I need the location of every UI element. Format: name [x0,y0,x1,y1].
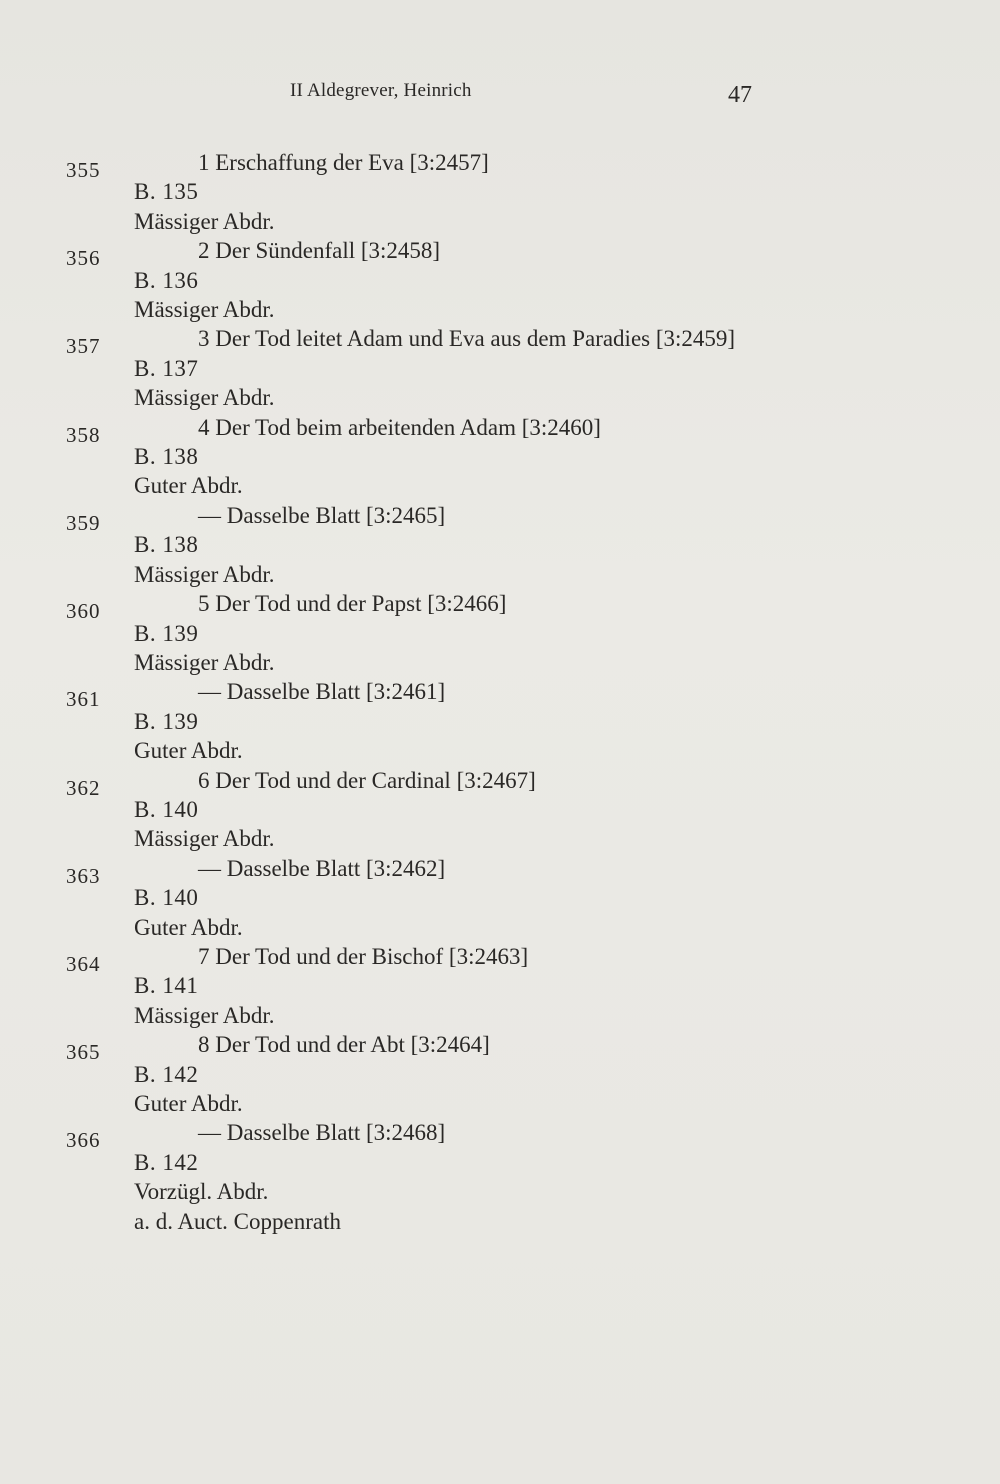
entry-title: — Dasselbe Blatt [3:2465] [198,502,446,528]
entry-bartsch-ref: B. 139 [134,620,199,646]
entry-title: 4 Der Tod beim arbeitenden Adam [3:2460] [198,414,601,440]
entry-bartsch-ref: B. 139 [134,708,199,734]
entry-bartsch-ref: B. 140 [134,796,199,822]
entry-bartsch-ref: B. 137 [134,355,199,381]
entry-title: — Dasselbe Blatt [3:2468] [198,1120,446,1146]
entry-bartsch-ref: B. 136 [134,267,199,293]
entry-title: 1 Erschaffung der Eva [3:2457] [198,150,489,175]
entry-number: 361 [66,687,101,712]
entry-bartsch-ref: B. 142 [134,1149,199,1175]
catalog-entry [0,236,1000,324]
entry-quality: Guter Abdr. [134,473,243,499]
entry-number: 362 [66,775,101,800]
entry-title: 6 Der Tod und der Cardinal [3:2467] [198,767,536,793]
entry-title: 2 Der Sündenfall [3:2458] [198,238,441,264]
page-number: 47 [728,82,752,108]
entry-number: 363 [66,863,101,888]
entry-number: 360 [66,599,101,624]
catalog-entry [0,413,1000,501]
catalog-entry [0,324,1000,412]
catalog-entry [0,589,1000,677]
entry-bartsch-ref: B. 140 [134,885,199,911]
entry-number: 366 [66,1128,101,1153]
entry-quality: Mässiger Abdr. [134,649,275,675]
entry-number: 359 [66,510,101,535]
entry-number: 356 [66,246,101,271]
entry-quality: Guter Abdr. [134,914,243,940]
entry-quality: Guter Abdr. [134,738,243,764]
catalog-entry [0,942,1000,1030]
entry-title: — Dasselbe Blatt [3:2462] [198,855,446,881]
entry-quality: Mässiger Abdr. [134,208,275,234]
entry-bartsch-ref: B. 141 [134,973,199,999]
entry-quality: Mässiger Abdr. [134,1002,275,1028]
entry-bartsch-ref: B. 142 [134,1061,199,1087]
catalog-entry [0,1118,1000,1236]
entry-quality: Mässiger Abdr. [134,826,275,852]
entry-title: 7 Der Tod und der Bischof [3:2463] [198,943,529,969]
entry-bartsch-ref: B. 138 [134,444,199,470]
running-header-title: II Aldegrever, Heinrich [290,80,472,101]
entry-bartsch-ref: B. 135 [134,179,199,205]
entry-bartsch-ref: B. 138 [134,532,199,558]
catalog-entry [0,677,1000,765]
catalog-entry [0,766,1000,854]
entry-title: 3 Der Tod leitet Adam und Eva aus dem Paradies [3:2459] [198,326,736,352]
entry-quality: Vorzügl. Abdr. [134,1179,269,1205]
entry-number: 364 [66,951,101,976]
entry-quality: Mässiger Abdr. [134,561,275,587]
entry-quality: Mässiger Abdr. [134,297,275,323]
entry-title: 8 Der Tod und der Abt [3:2464] [198,1032,490,1058]
entry-quality: Mässiger Abdr. [134,385,275,411]
entry-quality: Guter Abdr. [134,1091,243,1116]
entry-number: 357 [66,334,101,359]
catalog-entry [0,501,1000,589]
catalog-entry [0,1030,1000,1118]
catalog-entry [0,148,1000,236]
entry-provenance-note: a. d. Auct. Coppenrath [134,1208,341,1234]
entry-number: 358 [66,422,101,447]
entry-title: 5 Der Tod und der Papst [3:2466] [198,591,507,617]
entry-number: 365 [66,1040,101,1065]
catalog-entry [0,854,1000,942]
entry-number: 355 [66,158,101,182]
catalog-entries [0,148,1000,1236]
entry-title: — Dasselbe Blatt [3:2461] [198,679,446,705]
